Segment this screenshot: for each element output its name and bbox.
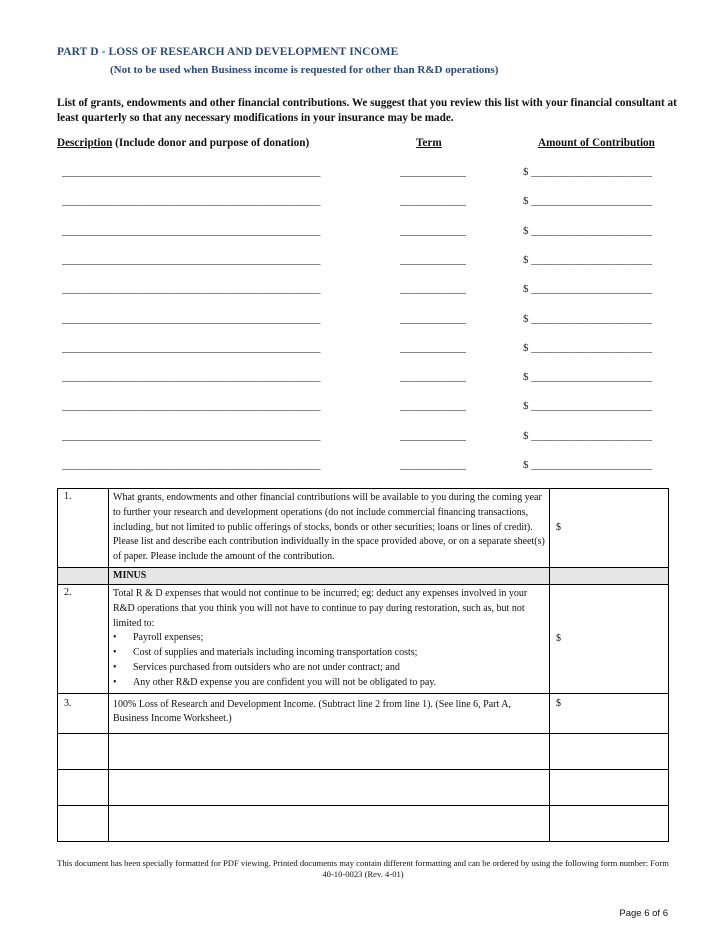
row-number: 1.	[58, 489, 109, 568]
description-line[interactable]: _______________________________________________	[62, 283, 321, 296]
amount-line[interactable]: $ ______________________	[523, 400, 653, 413]
amount-line[interactable]: $ ______________________	[523, 312, 653, 325]
description-label: Description	[57, 137, 113, 149]
amount-line[interactable]: $ ______________________	[523, 195, 653, 208]
term-line[interactable]: ____________	[400, 341, 466, 354]
term-line[interactable]: ____________	[400, 312, 466, 325]
list-item: • Payroll expenses;	[113, 632, 204, 644]
description-line[interactable]: _______________________________________________	[62, 253, 321, 266]
term-line[interactable]: ____________	[400, 429, 466, 442]
section-subtitle: (Not to be used when Business income is requested for other than R&D operations)	[110, 64, 499, 76]
list-item: • Services purchased from outsiders who are not under contract; and	[113, 661, 400, 673]
description-note: (Include donor and purpose of donation)	[115, 137, 310, 149]
list-item: • Any other R&D expense you are confident you will not be obligated to pay.	[113, 676, 437, 688]
amount-line[interactable]: $ ______________________	[523, 459, 653, 471]
list-item: • Cost of supplies and materials including incoming transportation costs;	[113, 647, 418, 659]
term-line[interactable]: ____________	[400, 400, 466, 413]
minus-row	[58, 567, 669, 584]
row-number: 3.	[58, 693, 109, 734]
term-line[interactable]: ____________	[400, 195, 466, 208]
row-description: Total R & D expenses that would not continue to be incurred; eg: deduct any expenses involved in your R&D operations that you think you will not have to continue to pay during restoration, such as, but not limited to: • Payroll expenses; • Cost of supplies and materials including incoming transportation costs; • Services purchased from outsiders who are not under contract; and • Any other R&D expense you are confident you will not be obligated to pay.	[109, 584, 550, 693]
description-line[interactable]: _______________________________________________	[62, 312, 321, 325]
term-line[interactable]: ____________	[400, 283, 466, 296]
blank-row	[58, 734, 669, 770]
amount-line[interactable]: $ ______________________	[523, 224, 653, 237]
term-line[interactable]: ____________	[400, 459, 466, 471]
amount-line[interactable]: $ ______________________	[523, 283, 653, 296]
amount-column-header: Amount of Contribution	[538, 137, 655, 149]
expense-bullet-list	[113, 631, 545, 690]
description-line[interactable]: _______________________________________________	[62, 166, 321, 178]
row-description: 100% Loss of Research and Development Income. (Subtract line 2 from line 1). (See line 6, Part A, Business Income Worksheet.)	[109, 693, 550, 734]
amount-line[interactable]: $ ______________________	[523, 253, 653, 266]
amount-line[interactable]: $ ______________________	[523, 166, 653, 178]
section-title: PART D - LOSS OF RESEARCH AND DEVELOPMENT INCOME	[57, 46, 399, 58]
row-number: 2.	[58, 584, 109, 693]
page-number: Page 6 of 6	[619, 908, 668, 919]
amount-field-3[interactable]: $	[550, 693, 669, 734]
calculation-table	[57, 488, 669, 842]
description-line[interactable]: _______________________________________________	[62, 341, 321, 354]
term-line[interactable]: ____________	[400, 224, 466, 237]
description-line[interactable]: _______________________________________________	[62, 400, 321, 413]
minus-label: MINUS	[109, 567, 550, 584]
term-line[interactable]: ____________	[400, 166, 466, 178]
blank-row	[58, 770, 669, 806]
row-description: What grants, endowments and other financial contributions will be available to you during the coming year to further your research and development operations (do not include commercial financing transactions, including, but not limited to public offerings of stocks, bonds or other securities; loans or lines of credit). Please list and describe each contribution individually in the space provided above, or on a separate sheet(s) of paper. Please include the amount of the contribution.	[109, 489, 550, 568]
term-line[interactable]: ____________	[400, 371, 466, 384]
description-line[interactable]: _______________________________________________	[62, 195, 321, 208]
amount-field-1[interactable]: $	[550, 489, 669, 568]
table-row-3	[58, 693, 669, 734]
description-line[interactable]: _______________________________________________	[62, 429, 321, 442]
description-line[interactable]: _______________________________________________	[62, 459, 321, 471]
amount-field-2[interactable]: $	[550, 584, 669, 693]
table-row-2	[58, 584, 669, 693]
term-line[interactable]: ____________	[400, 253, 466, 266]
amount-line[interactable]: $ ______________________	[523, 371, 653, 384]
intro-paragraph: List of grants, endowments and other financial contributions. We suggest that you review this list with your financial consultant at least quarterly so that any necessary modifications in your insurance may be made.	[57, 97, 677, 124]
footer-note: This document has been specially formatted for PDF viewing. Printed documents may contain different formatting and can be ordered by using the following form number: Form 40-10-0023 (Rev. 4-01)	[57, 858, 669, 879]
description-line[interactable]: _______________________________________________	[62, 371, 321, 384]
description-line[interactable]: _______________________________________________	[62, 224, 321, 237]
amount-line[interactable]: $ ______________________	[523, 429, 653, 442]
term-column-header: Term	[416, 137, 442, 149]
amount-line[interactable]: $ ______________________	[523, 341, 653, 354]
description-column-header	[57, 137, 309, 149]
blank-row	[58, 806, 669, 842]
table-row-1	[58, 489, 669, 568]
